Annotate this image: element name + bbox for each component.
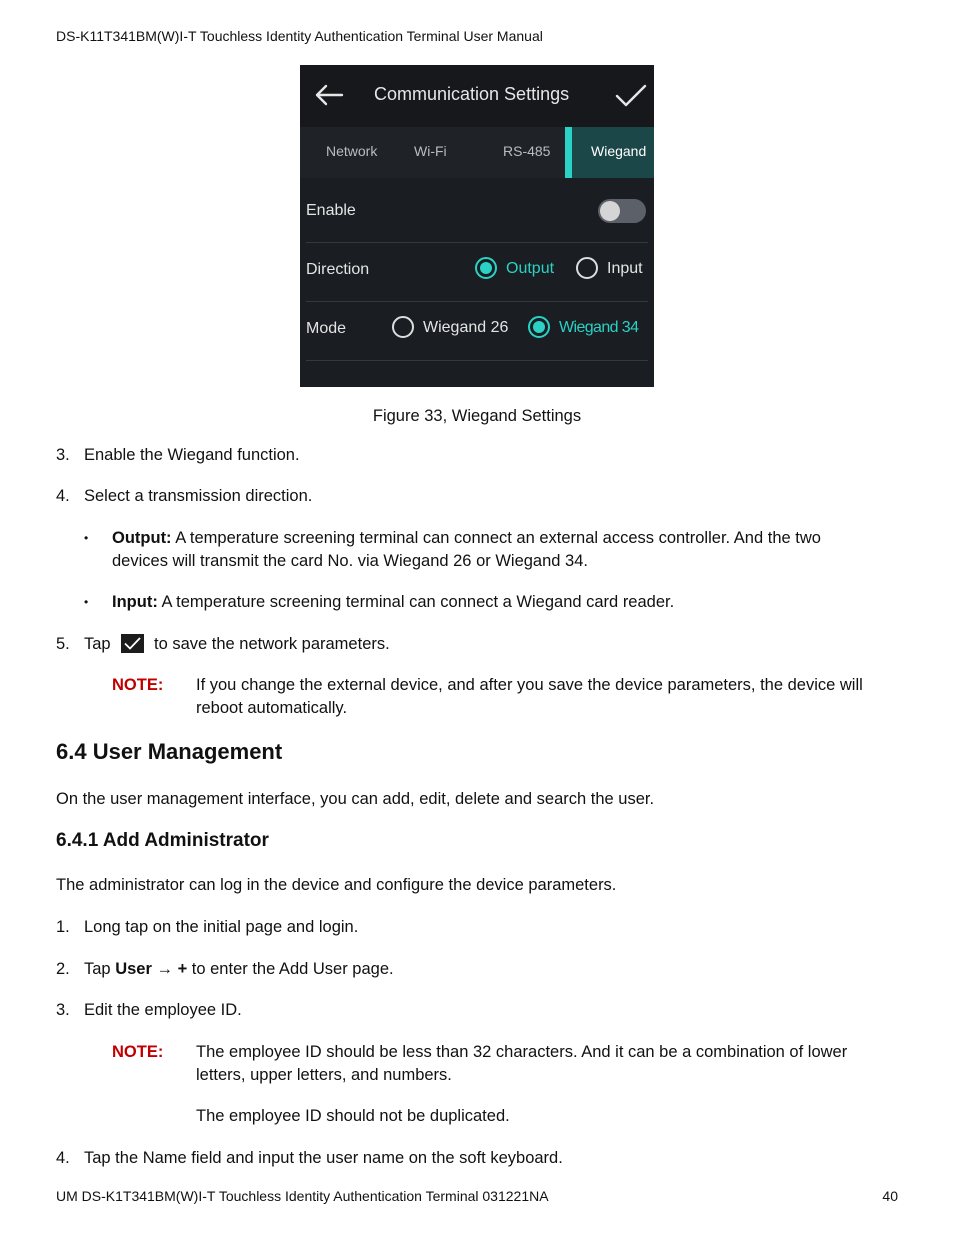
step-number: 4. [56, 487, 70, 505]
bullet-output [112, 527, 912, 573]
output-radio[interactable] [475, 257, 497, 279]
plus-ref: + [177, 960, 188, 978]
step-number: 2. [56, 960, 70, 978]
bullet-input [112, 591, 912, 614]
note-line: The employee ID should be less than 32 characters. And it can be a combination of lower [196, 1043, 848, 1061]
step-number: 5. [56, 635, 70, 653]
mode-label: Mode [306, 320, 347, 337]
note-line: The employee ID should not be duplicated. [196, 1107, 510, 1125]
bullet-text: A temperature screening terminal can connect an external access controller. And the two [171, 529, 821, 547]
note-text [196, 1041, 916, 1087]
tab-wiegand[interactable] [565, 127, 654, 178]
step-text: Tap the Name field and input the user name on the soft keyboard. [84, 1149, 563, 1167]
step-text-part: Tap [84, 960, 116, 978]
enable-toggle[interactable] [598, 199, 646, 223]
step-text: Edit the employee ID. [84, 1001, 242, 1019]
bullet-dot: • [84, 595, 89, 609]
section-intro: On the user management interface, you can add, edit, delete and search the user. [56, 790, 655, 808]
subsection-heading: 6.4.1 Add Administrator [56, 830, 269, 851]
step-number: 3. [56, 446, 70, 464]
page-header: DS-K11T341BM(W)I-T Touchless Identity Authentication Terminal User Manual [56, 28, 543, 44]
step-text [84, 958, 394, 981]
note-text [196, 674, 916, 720]
confirm-check-icon[interactable] [614, 83, 648, 109]
tab-rs485[interactable]: RS-485 [503, 143, 551, 159]
wiegand34-label[interactable]: Wiegand 34 [559, 319, 639, 336]
step-text: Tap [84, 635, 111, 653]
input-radio[interactable] [576, 257, 598, 279]
section-heading: 6.4 User Management [56, 739, 283, 764]
input-radio-label[interactable]: Input [607, 260, 643, 277]
step-text: Enable the Wiegand function. [84, 446, 300, 464]
note-label: NOTE: [112, 676, 164, 694]
screen-top-bar [300, 65, 654, 127]
page-footer: UM DS-K1T341BM(W)I-T Touchless Identity Authentication Terminal 031221NA [56, 1188, 549, 1204]
direction-label: Direction [306, 261, 370, 278]
bullet-label: Input: [112, 593, 158, 611]
output-radio-label[interactable]: Output [506, 260, 555, 277]
bullet-dot: • [84, 531, 89, 545]
tab-wiegand-label: Wiegand [591, 143, 647, 159]
save-check-icon [121, 634, 144, 653]
note-line: letters, upper letters, and numbers. [196, 1066, 452, 1084]
direction-row [306, 243, 648, 302]
step-text-part: to enter the Add User page. [187, 960, 394, 978]
tab-wifi[interactable]: Wi-Fi [414, 143, 447, 159]
back-arrow-icon[interactable] [314, 83, 344, 107]
note-line: reboot automatically. [196, 699, 348, 717]
wiegand26-radio[interactable] [392, 316, 414, 338]
step-text: to save the network parameters. [154, 635, 390, 653]
screen-title: Communication Settings [374, 84, 570, 104]
bullet-label: Output: [112, 529, 172, 547]
bullet-text: A temperature screening terminal can connect a Wiegand card reader. [157, 593, 675, 611]
tab-bar [300, 127, 654, 178]
note-line: If you change the external device, and after you save the device parameters, the device will [196, 676, 863, 694]
tab-network[interactable]: Network [326, 143, 378, 159]
step-number: 1. [56, 918, 70, 936]
page-number: 40 [882, 1188, 898, 1204]
mode-row [306, 302, 648, 361]
figure-caption: Figure 33, Wiegand Settings [372, 407, 582, 425]
enable-label: Enable [306, 202, 356, 219]
step-number: 3. [56, 1001, 70, 1019]
step-text: Select a transmission direction. [84, 487, 313, 505]
subsection-intro: The administrator can log in the device and configure the device parameters. [56, 876, 617, 894]
toggle-knob [600, 201, 620, 221]
wiegand-settings-screenshot [300, 65, 654, 387]
enable-row [306, 184, 648, 243]
step-text: Long tap on the initial page and login. [84, 918, 359, 936]
user-menu-ref: User [115, 960, 152, 978]
step-number: 4. [56, 1149, 70, 1167]
wiegand34-radio[interactable] [528, 316, 550, 338]
bullet-text-cont: devices will transmit the card No. via Wiegand 26 or Wiegand 34. [112, 552, 588, 570]
arrow-icon: → [151, 960, 178, 978]
note-label: NOTE: [112, 1043, 164, 1061]
wiegand26-label[interactable]: Wiegand 26 [423, 319, 509, 336]
